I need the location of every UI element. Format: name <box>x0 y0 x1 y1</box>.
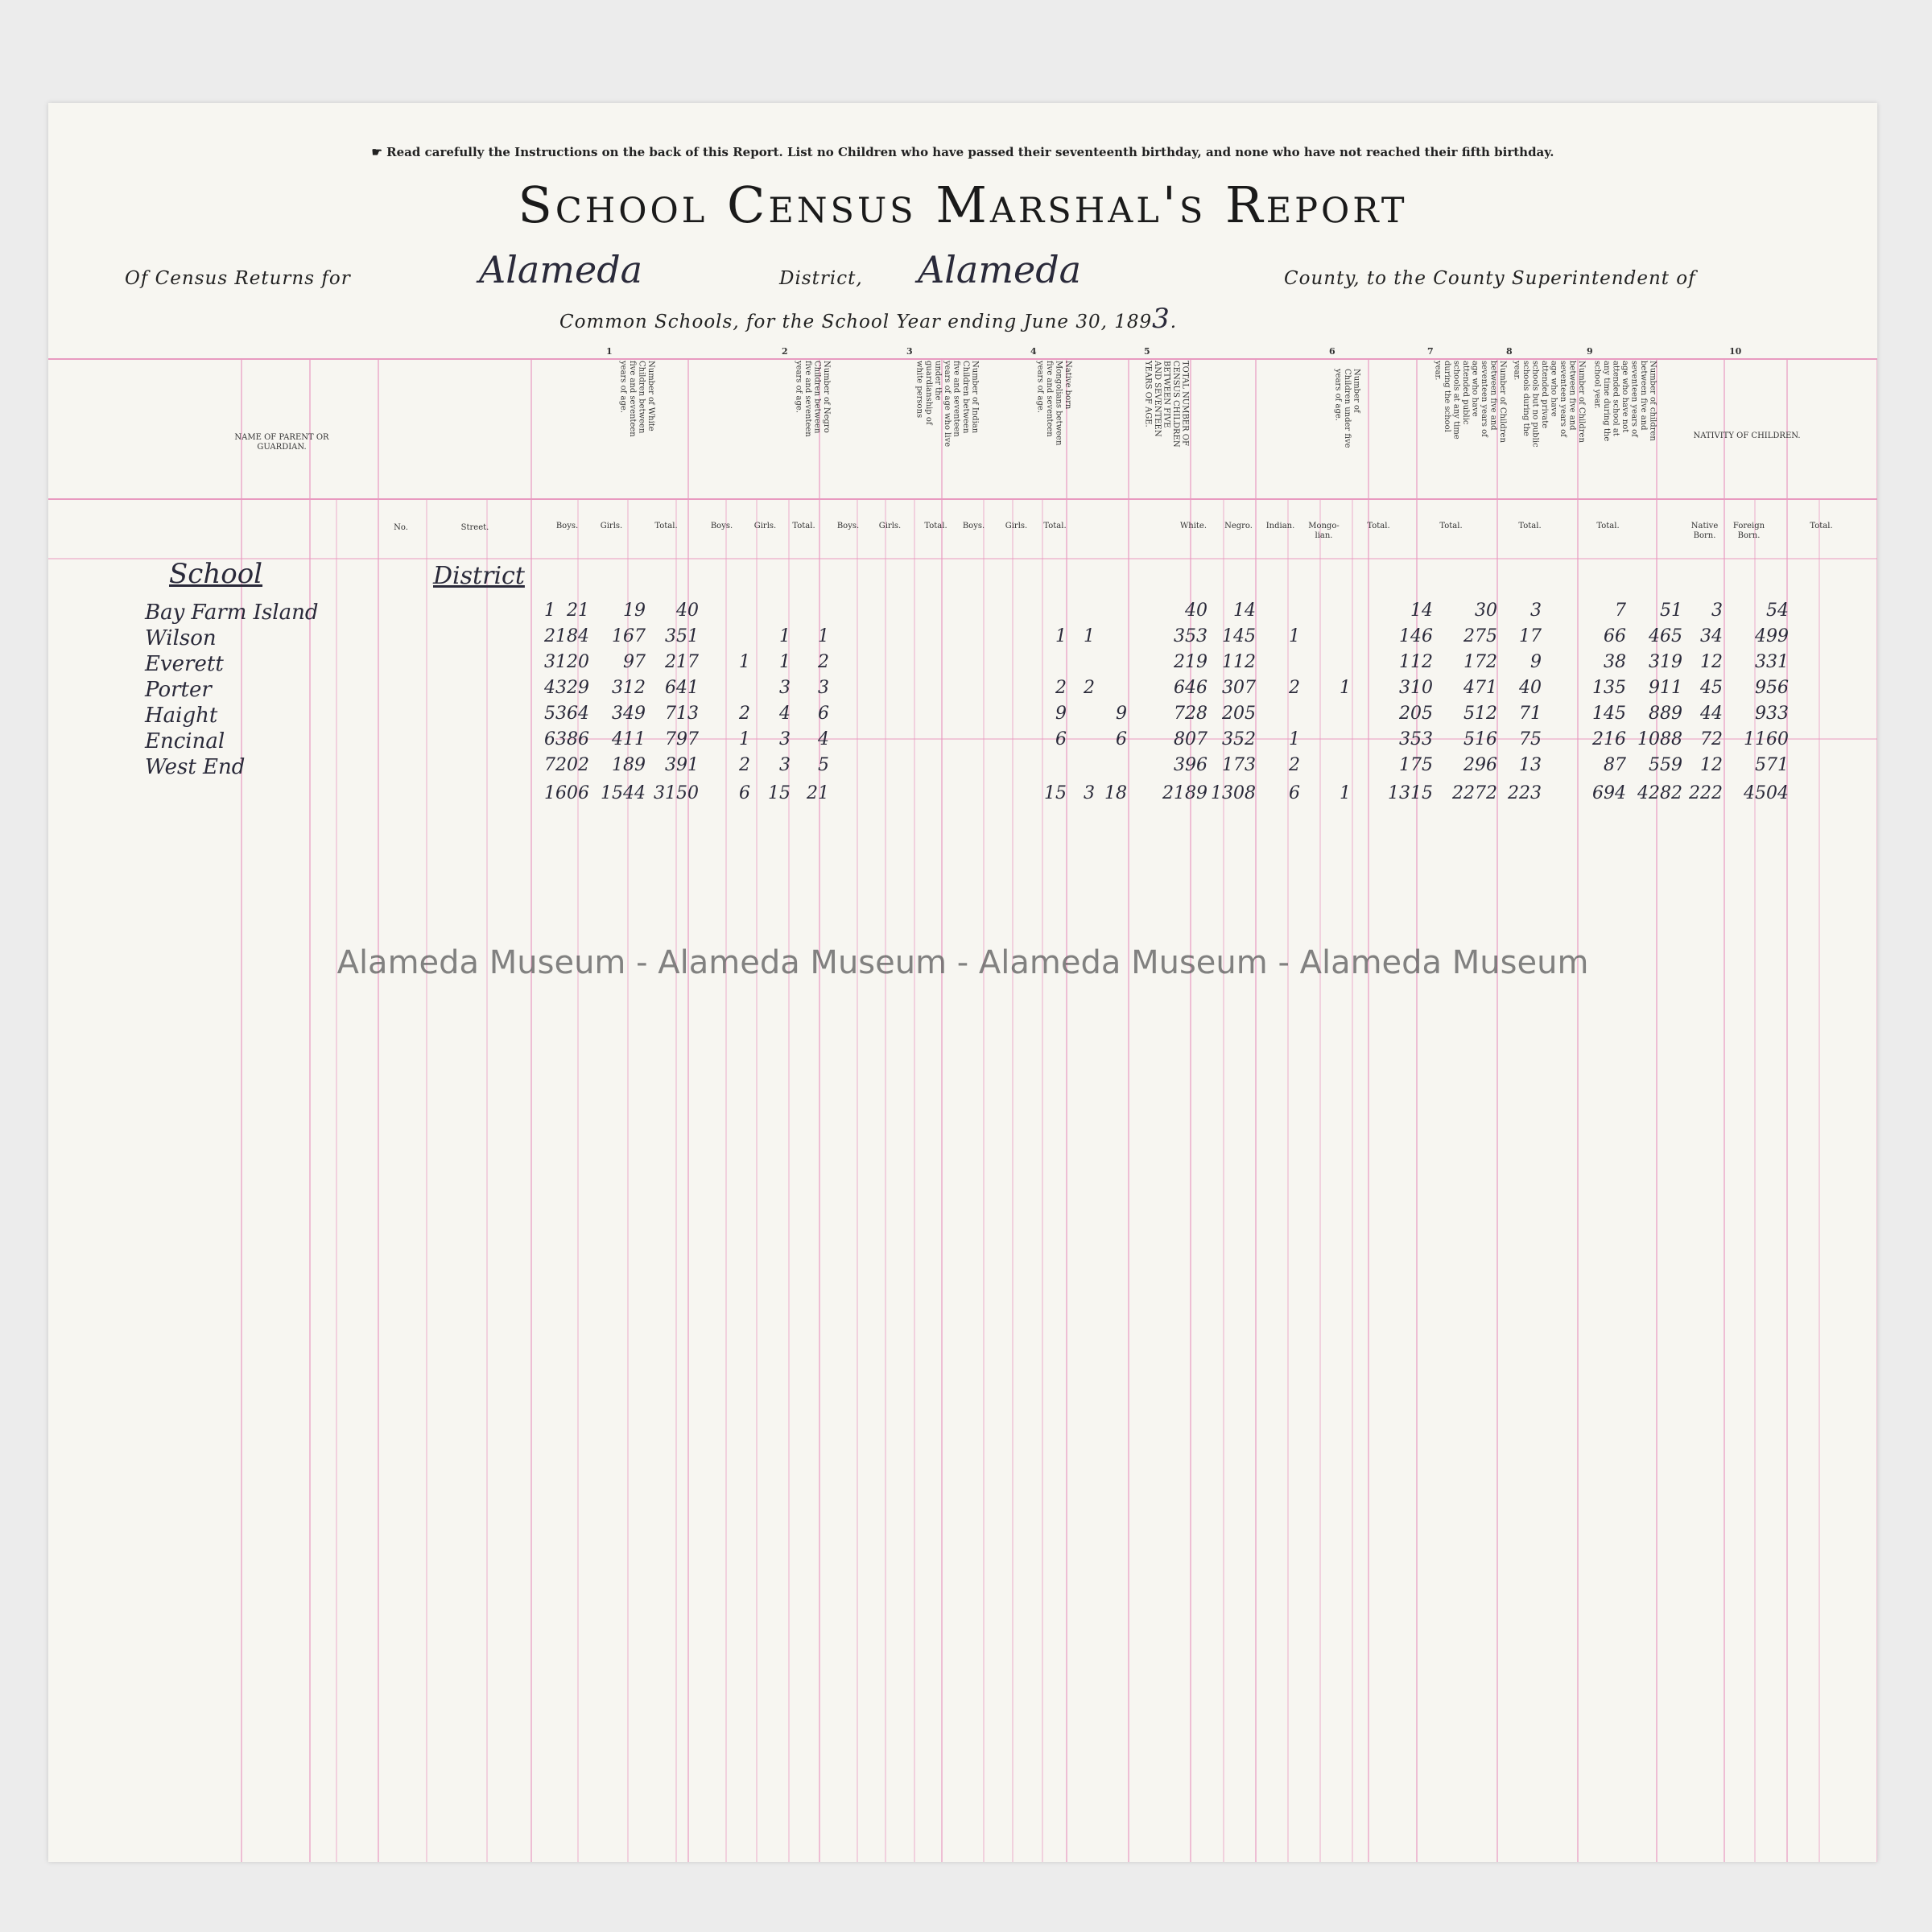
row-cell: 66 <box>1604 626 1626 646</box>
row-cell: 797 <box>665 729 699 749</box>
sub-header-label: Mongo-lian. <box>1308 522 1340 540</box>
row-cell: 364 <box>555 704 589 724</box>
row-district-no: 3 <box>544 652 555 672</box>
row-cell: 2 <box>739 704 750 724</box>
row-cell: 87 <box>1604 755 1626 775</box>
row-cell: 2272 <box>1452 783 1497 803</box>
column-number-10: 10 <box>1729 346 1742 357</box>
district-label: District, <box>779 268 863 289</box>
county-value: Alameda <box>918 248 1082 291</box>
row-district-no: 6 <box>544 729 555 749</box>
row-cell: 34 <box>1700 626 1723 646</box>
row-cell: 3 <box>779 755 791 775</box>
row-cell: 1088 <box>1637 729 1682 749</box>
returns-prefix: Of Census Returns for <box>125 268 351 289</box>
row-cell: 2 <box>818 652 829 672</box>
header-no: No. <box>394 523 408 532</box>
row-cell: 307 <box>1222 678 1256 698</box>
row-cell: 512 <box>1463 704 1497 724</box>
handwritten-district-head: District <box>433 562 525 590</box>
row-cell: 1315 <box>1388 783 1433 803</box>
row-cell: 1160 <box>1744 729 1789 749</box>
report-title: School Census Marshal's Report <box>518 175 1408 234</box>
column-number-8: 8 <box>1506 346 1513 357</box>
row-cell: 2 <box>1289 678 1300 698</box>
row-cell: 40 <box>1519 678 1542 698</box>
header-col8: Number of Children between five and seventeen years of age who have attended private schools but no public schools during the year. <box>1512 361 1586 448</box>
row-cell: 349 <box>612 704 646 724</box>
row-cell: 728 <box>1174 704 1208 724</box>
row-cell: 222 <box>1689 783 1723 803</box>
row-cell: 1 <box>739 652 750 672</box>
row-cell: 353 <box>1399 729 1433 749</box>
row-cell: 40 <box>1185 601 1208 621</box>
row-cell: 4 <box>779 704 791 724</box>
sub-header-label: Boys. <box>710 522 733 530</box>
row-cell: 189 <box>612 755 646 775</box>
sub-header-label: Total. <box>792 522 815 530</box>
row-cell: 7 <box>1615 601 1626 621</box>
header-col2: Number of Negro Children between five and seventeen years of age. <box>794 361 831 437</box>
row-school-name: Porter <box>145 678 212 702</box>
row-cell: 713 <box>665 704 699 724</box>
row-cell: 13 <box>1519 755 1542 775</box>
row-cell: 6 <box>739 783 750 803</box>
row-cell: 4 <box>818 729 829 749</box>
row-cell: 807 <box>1174 729 1208 749</box>
handwritten-school-head: School <box>169 558 263 590</box>
row-cell: 2 <box>1289 755 1300 775</box>
row-cell: 571 <box>1755 755 1789 775</box>
sub-header-label: Girls. <box>753 522 777 530</box>
row-cell: 1 <box>779 626 791 646</box>
row-district-no: 7 <box>544 755 555 775</box>
row-cell: 3 <box>779 678 791 698</box>
row-cell: 956 <box>1755 678 1789 698</box>
sub-header-label: Total. <box>1043 522 1067 530</box>
row-cell: 15 <box>1044 783 1067 803</box>
row-cell: 54 <box>1766 601 1789 621</box>
row-cell: 1 <box>739 729 750 749</box>
row-cell: 5 <box>818 755 829 775</box>
row-cell: 216 <box>1592 729 1626 749</box>
column-number-9: 9 <box>1587 346 1593 357</box>
sub-header-label: Girls. <box>600 522 623 530</box>
row-cell: 202 <box>555 755 589 775</box>
sub-header-label: Girls. <box>878 522 902 530</box>
row-cell: 14 <box>1233 601 1256 621</box>
row-cell: 135 <box>1592 678 1626 698</box>
row-cell: 275 <box>1463 626 1497 646</box>
row-cell: 3 <box>1084 783 1095 803</box>
row-cell: 1606 <box>544 783 589 803</box>
row-cell: 145 <box>1222 626 1256 646</box>
sub-header-label: Total. <box>1367 522 1390 530</box>
row-cell: 6 <box>1055 729 1067 749</box>
row-cell: 6 <box>1289 783 1300 803</box>
column-number-7: 7 <box>1427 346 1434 357</box>
row-cell: 12 <box>1700 755 1723 775</box>
sub-header-label: White. <box>1179 522 1208 530</box>
row-cell: 396 <box>1174 755 1208 775</box>
column-number-1: 1 <box>606 346 613 357</box>
row-cell: 21 <box>567 601 589 621</box>
sub-header-label: Total. <box>1810 522 1833 530</box>
county-suffix: County, to the County Superintendent of <box>1284 268 1696 289</box>
row-cell: 1 <box>1289 626 1300 646</box>
row-cell: 3 <box>779 729 791 749</box>
row-district-no: 5 <box>544 704 555 724</box>
row-cell: 6 <box>1116 729 1127 749</box>
row-school-name: Wilson <box>145 626 217 650</box>
header-col4: Native born Mongolians between five and seventeen years of age. <box>1035 361 1072 446</box>
row-cell: 167 <box>612 626 646 646</box>
row-cell: 889 <box>1649 704 1682 724</box>
sub-header-label: Total. <box>924 522 947 530</box>
row-cell: 45 <box>1700 678 1723 698</box>
sub-header-label: Foreign Born. <box>1732 522 1765 540</box>
sub-header-label: Boys. <box>962 522 985 530</box>
row-cell: 19 <box>623 601 646 621</box>
row-school-name: Encinal <box>145 729 225 753</box>
row-cell: 559 <box>1649 755 1682 775</box>
row-cell: 1 <box>1340 678 1351 698</box>
row-cell: 1 <box>1289 729 1300 749</box>
row-school-name: West End <box>145 755 246 779</box>
row-cell: 296 <box>1463 755 1497 775</box>
row-cell: 6 <box>818 704 829 724</box>
row-cell: 205 <box>1399 704 1433 724</box>
row-cell: 386 <box>555 729 589 749</box>
row-cell: 173 <box>1222 755 1256 775</box>
header-col7: Number of Children between five and seventeen years of age who have attended public schools at any time during the school year. <box>1433 361 1507 443</box>
row-cell: 30 <box>1475 601 1497 621</box>
row-cell: 2 <box>739 755 750 775</box>
row-cell: 112 <box>1222 652 1256 672</box>
row-cell: 21 <box>807 783 829 803</box>
row-cell: 329 <box>555 678 589 698</box>
row-cell: 471 <box>1463 678 1497 698</box>
row-cell: 120 <box>555 652 589 672</box>
row-cell: 1 <box>1084 626 1095 646</box>
header-col10: NATIVITY OF CHILDREN. <box>1693 431 1801 440</box>
sub-header-label: Boys. <box>836 522 860 530</box>
column-number-6: 6 <box>1329 346 1335 357</box>
row-cell: 217 <box>665 652 699 672</box>
row-cell: 3 <box>818 678 829 698</box>
sub-header-label: Total. <box>654 522 678 530</box>
row-cell: 18 <box>1104 783 1127 803</box>
row-school-name: Haight <box>145 704 218 728</box>
row-cell: 14 <box>1410 601 1433 621</box>
row-cell: 312 <box>612 678 646 698</box>
row-cell: 75 <box>1519 729 1542 749</box>
row-cell: 3150 <box>654 783 699 803</box>
row-cell: 172 <box>1463 652 1497 672</box>
row-cell: 17 <box>1519 626 1542 646</box>
row-district-no: 2 <box>544 626 555 646</box>
row-cell: 9 <box>1055 704 1067 724</box>
row-cell: 1544 <box>601 783 646 803</box>
row-cell: 175 <box>1399 755 1433 775</box>
column-number-4: 4 <box>1030 346 1037 357</box>
sub-header-label: Negro. <box>1224 522 1253 530</box>
row-cell: 1 <box>779 652 791 672</box>
header-col9: Number of children between five and seventeen years of age who have not attended school at any time during the school year. <box>1592 361 1657 442</box>
sub-header-label: Total. <box>1439 522 1463 530</box>
row-cell: 351 <box>665 626 699 646</box>
row-cell: 1 <box>1340 783 1351 803</box>
row-cell: 319 <box>1649 652 1682 672</box>
row-cell: 205 <box>1222 704 1256 724</box>
column-number-3: 3 <box>906 346 913 357</box>
row-cell: 353 <box>1174 626 1208 646</box>
row-cell: 352 <box>1222 729 1256 749</box>
sub-header-label: Boys. <box>555 522 579 530</box>
row-cell: 391 <box>665 755 699 775</box>
row-cell: 465 <box>1649 626 1682 646</box>
header-col6: Number of Children under five years of age. <box>1333 369 1361 448</box>
school-year-line: Common Schools, for the School Year ending June 30, 1893. <box>559 303 1178 335</box>
row-cell: 2 <box>1055 678 1067 698</box>
sub-header-label: Native Born. <box>1690 522 1719 540</box>
row-cell: 97 <box>623 652 646 672</box>
row-cell: 499 <box>1755 626 1789 646</box>
row-cell: 4282 <box>1637 783 1682 803</box>
row-cell: 146 <box>1399 626 1433 646</box>
row-cell: 4504 <box>1744 783 1789 803</box>
column-number-5: 5 <box>1144 346 1150 357</box>
row-school-name: Everett <box>145 652 224 676</box>
row-cell: 641 <box>665 678 699 698</box>
instructions-notice: ☛ Read carefully the Instructions on the back of this Report. List no Children who have passed their seventeenth birthday, and none who have not reached their fifth birthday. <box>371 145 1554 159</box>
row-cell: 3 <box>1530 601 1542 621</box>
row-cell: 1 <box>1055 626 1067 646</box>
row-cell: 145 <box>1592 704 1626 724</box>
row-cell: 911 <box>1649 678 1682 698</box>
row-cell: 694 <box>1592 783 1626 803</box>
row-cell: 51 <box>1660 601 1682 621</box>
row-cell: 219 <box>1174 652 1208 672</box>
row-cell: 72 <box>1700 729 1723 749</box>
header-col1: Number of White Children between five and seventeen years of age. <box>618 361 655 437</box>
row-cell: 112 <box>1399 652 1433 672</box>
column-number-2: 2 <box>782 346 788 357</box>
sub-header-label: Indian. <box>1265 522 1295 530</box>
row-cell: 223 <box>1508 783 1542 803</box>
sub-header-label: Girls. <box>1005 522 1028 530</box>
row-cell: 38 <box>1604 652 1626 672</box>
row-cell: 1308 <box>1211 783 1256 803</box>
row-cell: 1 <box>818 626 829 646</box>
row-cell: 2189 <box>1162 783 1208 803</box>
row-cell: 9 <box>1530 652 1542 672</box>
row-district-no: 4 <box>544 678 555 698</box>
watermark: Alameda Museum - Alameda Museum - Alameda Museum - Alameda Museum <box>336 944 1589 981</box>
row-cell: 933 <box>1755 704 1789 724</box>
row-cell: 2 <box>1084 678 1095 698</box>
row-cell: 12 <box>1700 652 1723 672</box>
row-cell: 516 <box>1463 729 1497 749</box>
row-cell: 9 <box>1116 704 1127 724</box>
row-cell: 331 <box>1755 652 1789 672</box>
header-name: NAME OF PARENT OR GUARDIAN. <box>234 433 329 452</box>
row-cell: 15 <box>768 783 791 803</box>
row-cell: 44 <box>1700 704 1723 724</box>
row-school-name: Bay Farm Island <box>145 601 319 625</box>
header-street: Street. <box>460 523 489 532</box>
header-col5: TOTAL NUMBER OF CENSUS CHILDREN BETWEEN FIVE AND SEVENTEEN YEARS OF AGE. <box>1143 361 1190 448</box>
row-cell: 184 <box>555 626 589 646</box>
header-col3: Number of Indian Children between five and seventeen years of age who live under the guardianship of white persons <box>914 361 980 448</box>
row-cell: 3 <box>1711 601 1723 621</box>
sub-header-label: Total. <box>1518 522 1542 530</box>
row-cell: 411 <box>612 729 646 749</box>
sub-header-label: Total. <box>1596 522 1620 530</box>
row-cell: 40 <box>676 601 699 621</box>
row-district-no: 1 <box>544 601 555 621</box>
row-cell: 71 <box>1519 704 1542 724</box>
district-value: Alameda <box>479 248 643 291</box>
row-cell: 310 <box>1399 678 1433 698</box>
census-report-sheet <box>48 103 1877 1862</box>
row-cell: 646 <box>1174 678 1208 698</box>
